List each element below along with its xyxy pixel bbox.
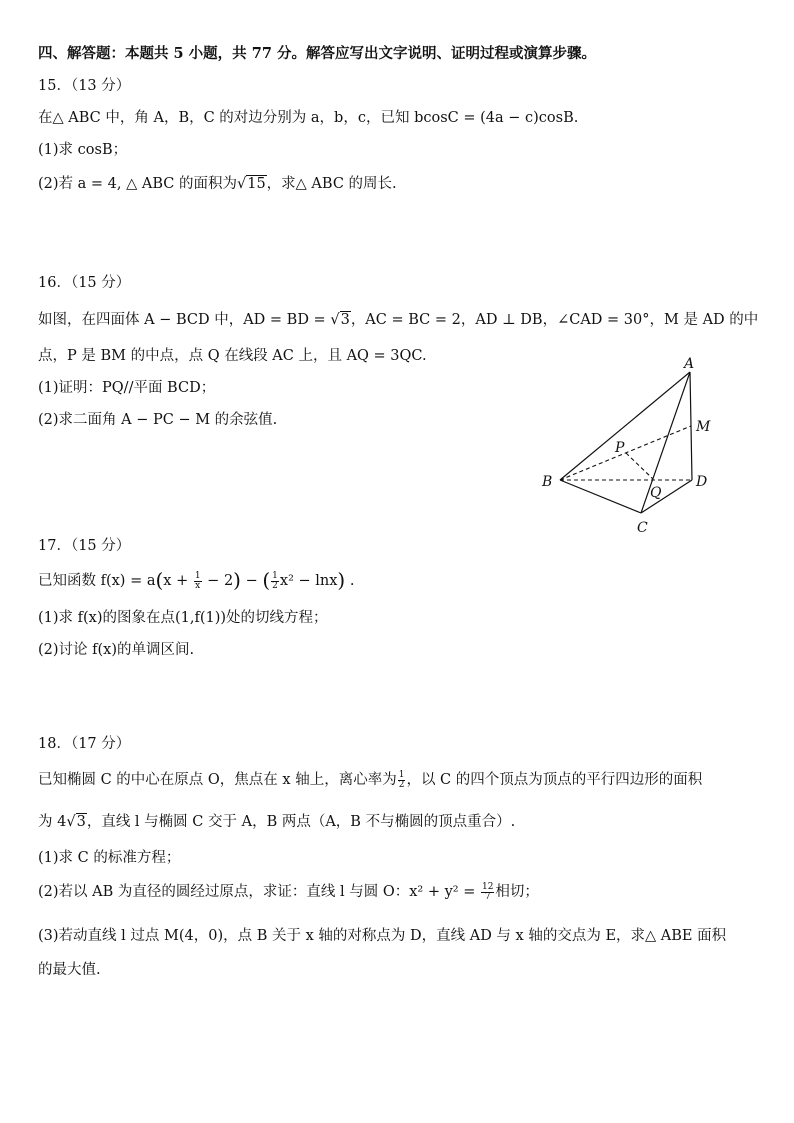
sqrt-symbol: √	[236, 176, 247, 192]
edge-BC	[560, 480, 641, 513]
fraction-12-over-7: $\frac{12}{7}$	[481, 881, 494, 902]
problem-16-stem-line-2: 点，P 是 BM 的中点，点 Q 在线段 AC 上，且 AQ = 3QC.	[38, 348, 427, 364]
edge-AC	[641, 372, 690, 513]
problem-18-part-3-line-1: (3)若动直线 l 过点 M(4，0)，点 B 关于 x 轴的对称点为 D，直线 AD 与 x 轴的交点为 E，求△ ABE 面积	[38, 928, 727, 944]
sqrt-symbol: √	[330, 312, 340, 328]
segment-BM-hidden	[560, 426, 691, 480]
problem-15-part-2: (2)若 a = 4, △ ABC 的面积为√15，求△ ABC 的周长.	[38, 176, 397, 192]
label-M: M	[696, 419, 711, 435]
label-C: C	[637, 520, 648, 536]
problem-16-part-1: (1)证明：PQ//平面 BCD；	[38, 380, 216, 396]
problem-16-part-2: (2)求二面角 A − PC − M 的余弦值.	[38, 412, 278, 428]
problem-16-stem-line-1: 如图，在四面体 A − BCD 中，AD = BD = √3，AC = BC = 2，AD ⊥ DB，∠CAD = 30°，M 是 AD 的中	[38, 312, 759, 328]
problem-18-stem-line-2: 为 4√3，直线 l 与椭圆 C 交于 A，B 两点（A，B 不与椭圆的顶点重合）.	[38, 814, 516, 830]
problem-17-stem: 已知函数 f(x) = a(x + $\frac{1}{x}$ − 2) − ( $\frac{1}{2}$ x² − lnx) .	[38, 568, 355, 592]
edge-CD	[641, 480, 692, 513]
label-Q: Q	[650, 485, 662, 501]
label-P: P	[615, 440, 625, 456]
problem-18-part-3-line-2: 的最大值.	[38, 962, 101, 978]
segment-PQ-hidden	[626, 453, 653, 479]
fraction-1-over-x: $\frac{1}{x}$	[194, 570, 201, 591]
label-A: A	[684, 356, 695, 372]
fraction-1-over-2: $\frac{1}{2}$	[272, 570, 278, 591]
problem-18-stem-line-1: 已知椭圆 C 的中心在原点 O，焦点在 x 轴上，离心率为 $\frac{1}{2}$ ，以 C 的四个顶点为顶点的平行四边形的面积	[38, 769, 703, 790]
tetrahedron-figure	[535, 352, 725, 542]
section-header: 四、解答题：本题共 5 小题，共 77 分。解答应写出文字说明、证明过程或演算步骤。	[38, 45, 596, 62]
problem-15-stem	[38, 108, 578, 128]
problem-17-part-1: (1)求 f(x)的图象在点(1,f(1))处的切线方程；	[38, 610, 328, 626]
problem-17-number: 17．（15 分）	[38, 538, 131, 554]
problem-15-number: 15．（13 分）	[38, 78, 131, 94]
problem-16-number: 16．（15 分）	[38, 275, 131, 291]
edge-AB	[560, 372, 690, 480]
problem-18-number: 18．（17 分）	[38, 736, 131, 752]
fraction-eccentricity: $\frac{1}{2}$	[398, 769, 405, 790]
problem-18-part-1: (1)求 C 的标准方程；	[38, 850, 181, 866]
triangle-symbol: △	[52, 110, 69, 126]
sqrt-radicand: 15	[247, 176, 266, 192]
problem-17-part-2: (2)讨论 f(x)的单调区间.	[38, 642, 195, 658]
problem-18-part-2: (2)若以 AB 为直径的圆经过原点，求证：直线 l 与圆 O：x² + y² = $\frac{12}{7}$ 相切；	[38, 881, 539, 902]
sqrt-symbol: √	[66, 814, 76, 830]
problem-15-stem-prefix: 在	[38, 110, 53, 126]
label-D: D	[696, 474, 708, 490]
problem-15-stem-text: ABC 中，角 A，B，C 的对边分别为 a，b，c，已知 bcosC = (4a − c)cosB.	[68, 110, 579, 126]
problem-15-part-1: (1)求 cosB；	[38, 142, 128, 158]
label-B: B	[542, 474, 553, 490]
